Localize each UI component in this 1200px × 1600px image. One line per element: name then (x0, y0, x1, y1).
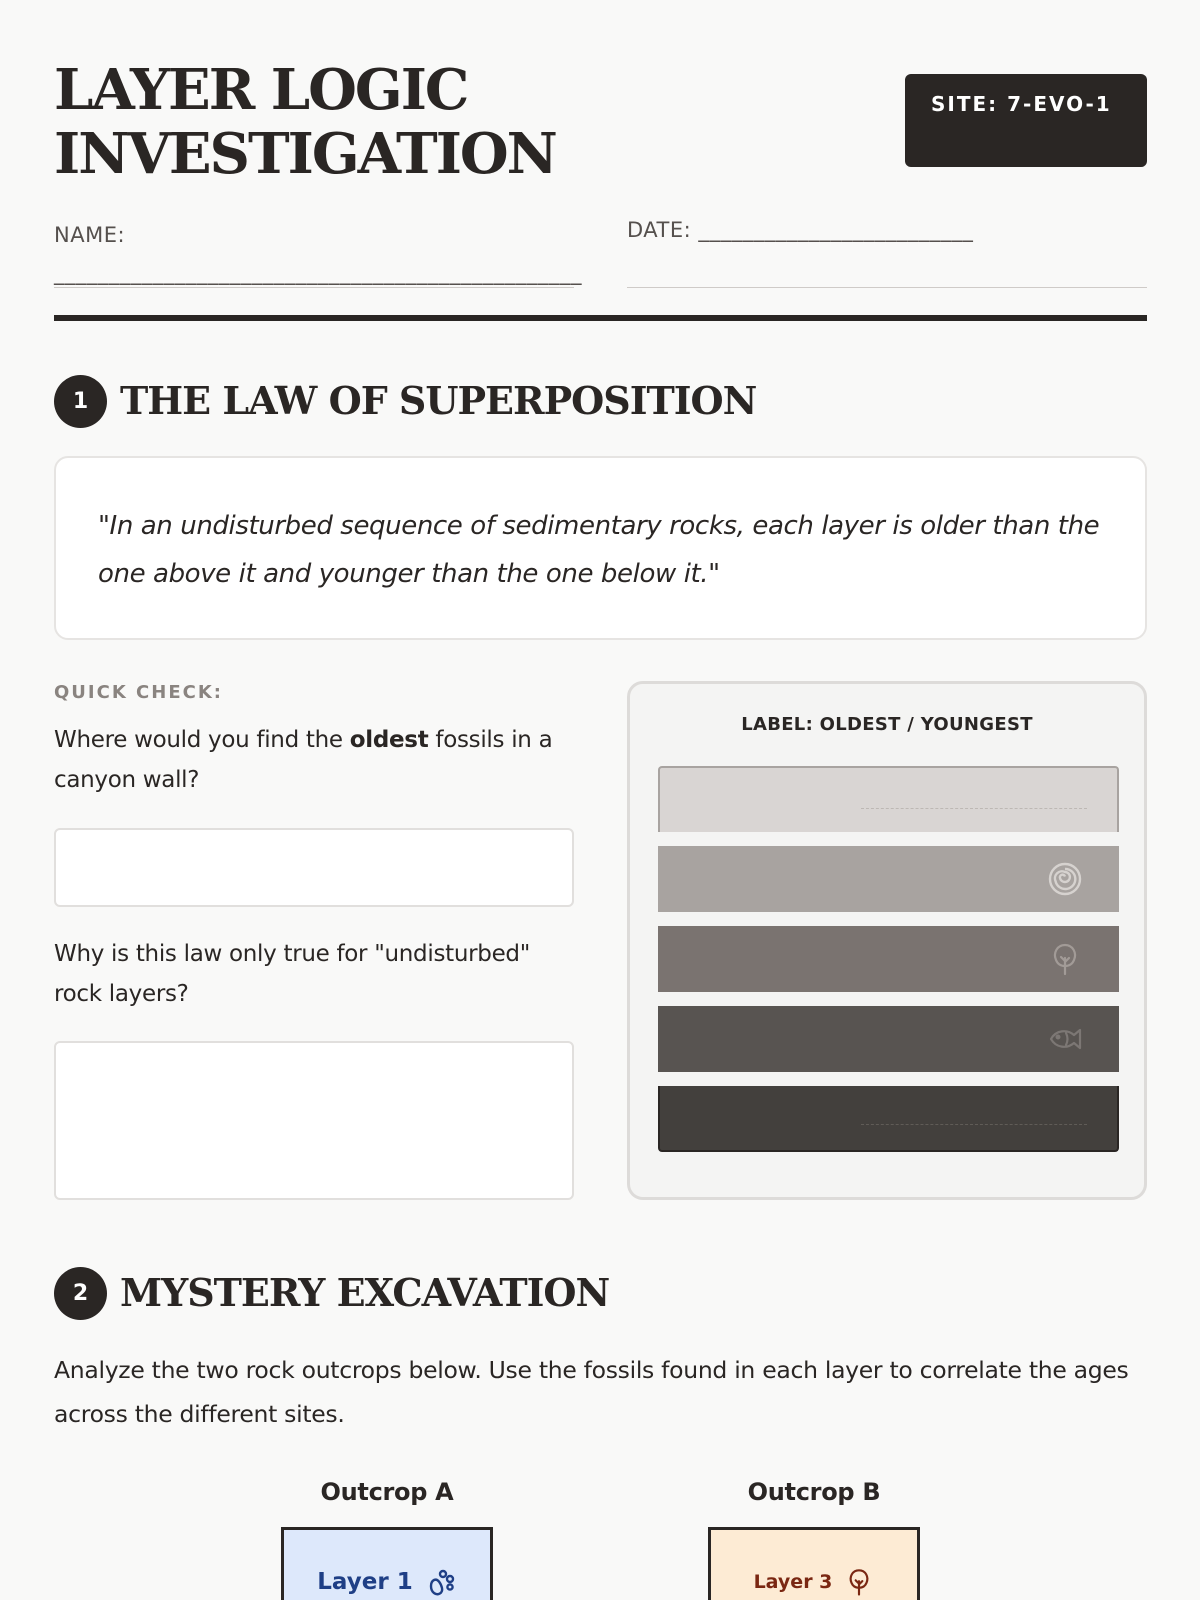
name-field-line[interactable] (54, 287, 574, 288)
outcrop-a-column (281, 1527, 493, 1600)
date-field-label: DATE: _________________________ (627, 218, 974, 242)
name-field-label: NAME: ________________________________________________ (54, 223, 582, 285)
date-field-line[interactable] (627, 287, 1147, 288)
footprint-icon (425, 1566, 457, 1598)
header-divider (54, 315, 1147, 321)
section-2-number: 2 (54, 1267, 107, 1320)
strata-layer-2 (658, 846, 1119, 912)
section-1-number: 1 (54, 375, 107, 428)
title-line-1: LAYER LOGIC (54, 57, 468, 123)
fish-icon (1047, 1021, 1083, 1057)
label-blank-top[interactable] (861, 808, 1087, 809)
section-2-title: MYSTERY EXCAVATION (120, 1270, 610, 1315)
strata-layer-top (658, 766, 1119, 832)
outcrop-b-title: Outcrop B (747, 1478, 881, 1506)
excavation-intro: Analyze the two rock outcrops below. Use the fossils found in each layer to correlate the ages across the different sites. (54, 1356, 1129, 1428)
page-title (54, 58, 614, 186)
outcrop-b-layer-3 (711, 1530, 917, 1600)
answer-box-2[interactable] (54, 1041, 574, 1200)
question-1-text-a: Where would you find the (54, 727, 350, 753)
question-1-text-b: fossils in a canyon wall? (54, 727, 553, 793)
strata-title: LABEL: OLDEST / YOUNGEST (741, 714, 1033, 735)
ammonite-icon (1047, 861, 1083, 897)
plant-icon (1047, 941, 1083, 977)
plant-icon (844, 1567, 874, 1597)
question-2: Why is this law only true for "undisturbed" rock layers? (54, 941, 531, 1007)
strata-layer-3 (658, 926, 1119, 992)
outcrop-b-layer-label: Layer 3 (753, 1571, 833, 1593)
outcrop-a-layer-label: Layer 1 (317, 1569, 413, 1595)
superposition-quote: "In an undisturbed sequence of sedimentary rocks, each layer is older than the one above it and younger than the one below it." (54, 456, 1147, 640)
outcrop-a-layer-1 (284, 1530, 490, 1600)
quick-check-label: QUICK CHECK: (54, 682, 223, 703)
question-1 (54, 720, 574, 800)
strata-layer-4 (658, 1006, 1119, 1072)
section-1-title: THE LAW OF SUPERPOSITION (120, 378, 757, 423)
site-badge: SITE: 7-EVO-1 (905, 74, 1147, 167)
title-line-2: INVESTIGATION (54, 121, 556, 187)
label-blank-bottom[interactable] (861, 1124, 1087, 1125)
strata-layer-bottom (658, 1086, 1119, 1152)
strata-diagram (627, 681, 1147, 1200)
outcrop-b-column (708, 1527, 920, 1600)
answer-box-1[interactable] (54, 828, 574, 907)
outcrop-a-title: Outcrop A (320, 1478, 454, 1506)
question-1-emphasis: oldest (349, 727, 429, 753)
